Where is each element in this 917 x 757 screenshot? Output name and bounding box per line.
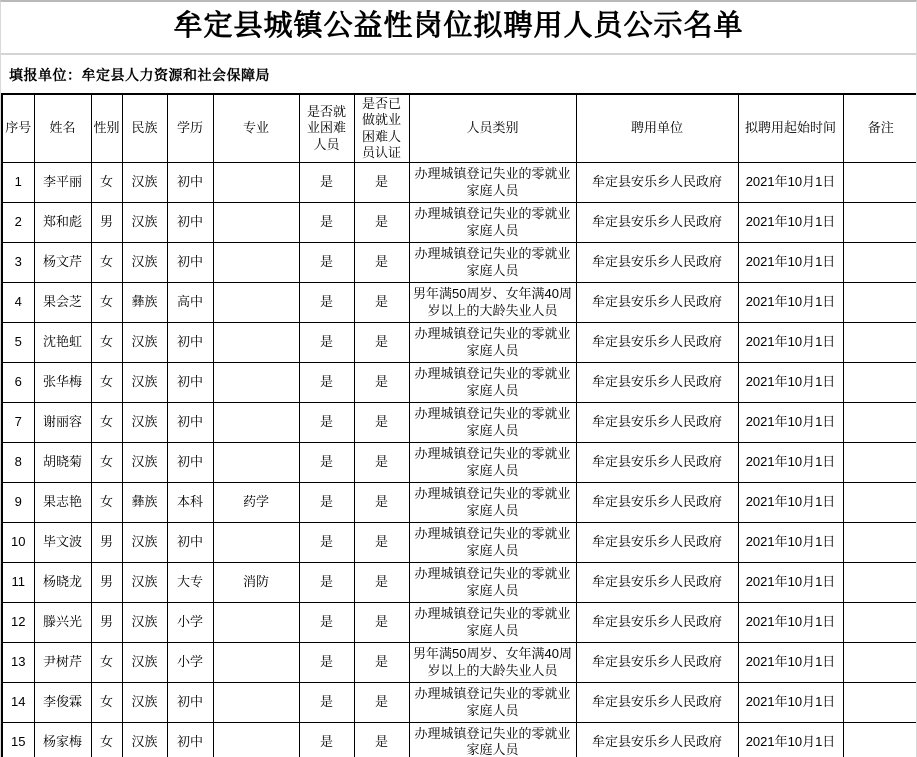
table-cell — [843, 283, 917, 323]
table-cell — [213, 163, 299, 203]
table-cell: 办理城镇登记失业的零就业家庭人员 — [409, 483, 576, 523]
table-cell: 彝族 — [122, 283, 167, 323]
table-cell: 牟定县安乐乡人民政府 — [576, 523, 738, 563]
table-cell: 本科 — [167, 483, 213, 523]
table-cell: 是 — [299, 403, 354, 443]
table-cell: 男 — [91, 603, 122, 643]
table-cell: 男 — [91, 563, 122, 603]
table-cell — [843, 483, 917, 523]
table-cell: 汉族 — [122, 683, 167, 723]
table-cell: 是 — [354, 243, 409, 283]
table-cell: 是 — [299, 643, 354, 683]
table-header-row — [2, 94, 917, 163]
table-cell — [843, 403, 917, 443]
table-cell: 办理城镇登记失业的零就业家庭人员 — [409, 163, 576, 203]
table-cell: 牟定县安乐乡人民政府 — [576, 643, 738, 683]
table-cell: 果志艳 — [34, 483, 91, 523]
table-cell: 2021年10月1日 — [738, 683, 843, 723]
table-cell: 女 — [91, 443, 122, 483]
table-cell: 牟定县安乐乡人民政府 — [576, 243, 738, 283]
table-cell: 13 — [2, 643, 34, 683]
table-cell: 初中 — [167, 323, 213, 363]
table-cell: 是 — [299, 603, 354, 643]
table-cell: 5 — [2, 323, 34, 363]
table-cell: 2021年10月1日 — [738, 603, 843, 643]
table-row — [2, 483, 917, 523]
table-cell: 2021年10月1日 — [738, 163, 843, 203]
table-cell: 男 — [91, 203, 122, 243]
table-cell: 牟定县安乐乡人民政府 — [576, 323, 738, 363]
table-cell: 1 — [2, 163, 34, 203]
table-cell: 是 — [299, 523, 354, 563]
table-row — [2, 283, 917, 323]
table-cell: 汉族 — [122, 523, 167, 563]
table-cell: 女 — [91, 683, 122, 723]
table-cell: 汉族 — [122, 203, 167, 243]
table-cell: 是 — [299, 483, 354, 523]
table-cell: 是 — [299, 363, 354, 403]
column-header: 性别 — [91, 94, 122, 163]
table-cell: 2021年10月1日 — [738, 363, 843, 403]
reporting-unit-label: 填报单位：牟定县人力资源和社会保障局 — [9, 67, 270, 83]
personnel-roster-table — [1, 93, 917, 757]
table-cell: 汉族 — [122, 563, 167, 603]
table-cell: 2021年10月1日 — [738, 643, 843, 683]
table-cell: 是 — [354, 443, 409, 483]
table-cell: 汉族 — [122, 443, 167, 483]
table-cell — [843, 603, 917, 643]
table-cell: 办理城镇登记失业的零就业家庭人员 — [409, 723, 576, 757]
column-header: 备注 — [843, 94, 917, 163]
table-cell: 谢丽容 — [34, 403, 91, 443]
table-cell: 4 — [2, 283, 34, 323]
table-cell — [213, 203, 299, 243]
table-cell: 是 — [354, 723, 409, 757]
table-cell: 女 — [91, 163, 122, 203]
table-cell: 女 — [91, 283, 122, 323]
table-cell: 2021年10月1日 — [738, 483, 843, 523]
table-cell: 大专 — [167, 563, 213, 603]
column-header: 是否已做就业困难人员认证 — [354, 94, 409, 163]
table-cell: 初中 — [167, 683, 213, 723]
table-cell: 8 — [2, 443, 34, 483]
table-cell — [213, 603, 299, 643]
table-cell: 是 — [354, 403, 409, 443]
table-cell — [843, 723, 917, 757]
table-cell: 牟定县安乐乡人民政府 — [576, 723, 738, 757]
table-cell: 是 — [354, 323, 409, 363]
table-cell: 汉族 — [122, 163, 167, 203]
column-header: 学历 — [167, 94, 213, 163]
table-row — [2, 603, 917, 643]
table-cell: 14 — [2, 683, 34, 723]
table-cell: 汉族 — [122, 403, 167, 443]
table-row — [2, 443, 917, 483]
table-cell: 沈艳虹 — [34, 323, 91, 363]
table-cell — [213, 403, 299, 443]
table-cell: 初中 — [167, 403, 213, 443]
table-cell: 是 — [354, 363, 409, 403]
table-row — [2, 243, 917, 283]
table-cell: 李平丽 — [34, 163, 91, 203]
table-cell: 7 — [2, 403, 34, 443]
table-cell: 2021年10月1日 — [738, 243, 843, 283]
table-cell — [843, 323, 917, 363]
table-cell: 男年满50周岁、女年满40周岁以上的大龄失业人员 — [409, 643, 576, 683]
table-cell — [213, 683, 299, 723]
table-cell: 牟定县安乐乡人民政府 — [576, 163, 738, 203]
table-row — [2, 523, 917, 563]
table-cell: 10 — [2, 523, 34, 563]
table-cell: 2021年10月1日 — [738, 723, 843, 757]
table-cell: 是 — [299, 203, 354, 243]
table-cell: 汉族 — [122, 603, 167, 643]
table-cell — [843, 243, 917, 283]
table-cell — [213, 723, 299, 757]
table-cell: 女 — [91, 483, 122, 523]
table-cell: 男年满50周岁、女年满40周岁以上的大龄失业人员 — [409, 283, 576, 323]
table-row — [2, 563, 917, 603]
table-cell — [843, 163, 917, 203]
table-cell — [843, 443, 917, 483]
table-cell: 李俊霖 — [34, 683, 91, 723]
table-cell: 11 — [2, 563, 34, 603]
table-row — [2, 323, 917, 363]
table-cell: 消防 — [213, 563, 299, 603]
column-header: 是否就业困难人员 — [299, 94, 354, 163]
table-cell: 药学 — [213, 483, 299, 523]
table-cell: 女 — [91, 243, 122, 283]
table-cell: 牟定县安乐乡人民政府 — [576, 563, 738, 603]
table-cell: 男 — [91, 523, 122, 563]
table-cell: 是 — [299, 163, 354, 203]
table-cell: 是 — [299, 443, 354, 483]
table-cell: 杨家梅 — [34, 723, 91, 757]
table-cell: 汉族 — [122, 723, 167, 757]
table-cell: 杨文芹 — [34, 243, 91, 283]
table-cell: 果会芝 — [34, 283, 91, 323]
table-cell: 初中 — [167, 443, 213, 483]
table-cell — [843, 363, 917, 403]
table-cell: 牟定县安乐乡人民政府 — [576, 203, 738, 243]
table-cell — [843, 683, 917, 723]
table-cell — [843, 203, 917, 243]
table-cell: 初中 — [167, 243, 213, 283]
table-cell: 办理城镇登记失业的零就业家庭人员 — [409, 203, 576, 243]
table-cell: 女 — [91, 403, 122, 443]
table-cell: 牟定县安乐乡人民政府 — [576, 603, 738, 643]
table-cell: 办理城镇登记失业的零就业家庭人员 — [409, 443, 576, 483]
table-cell: 牟定县安乐乡人民政府 — [576, 443, 738, 483]
table-cell: 汉族 — [122, 243, 167, 283]
table-cell — [213, 523, 299, 563]
table-cell: 办理城镇登记失业的零就业家庭人员 — [409, 683, 576, 723]
table-row — [2, 723, 917, 757]
table-cell: 初中 — [167, 163, 213, 203]
table-cell: 是 — [354, 683, 409, 723]
table-cell — [843, 643, 917, 683]
table-cell — [843, 523, 917, 563]
table-cell: 12 — [2, 603, 34, 643]
table-cell: 是 — [354, 643, 409, 683]
table-cell: 9 — [2, 483, 34, 523]
table-cell: 是 — [354, 603, 409, 643]
table-cell: 汉族 — [122, 643, 167, 683]
table-row — [2, 203, 917, 243]
table-cell: 办理城镇登记失业的零就业家庭人员 — [409, 523, 576, 563]
table-row — [2, 683, 917, 723]
table-cell: 女 — [91, 723, 122, 757]
table-cell: 办理城镇登记失业的零就业家庭人员 — [409, 323, 576, 363]
table-row — [2, 643, 917, 683]
table-cell: 女 — [91, 643, 122, 683]
table-row — [2, 363, 917, 403]
table-cell: 尹树芹 — [34, 643, 91, 683]
table-cell: 滕兴光 — [34, 603, 91, 643]
table-cell: 是 — [299, 283, 354, 323]
table-cell: 是 — [299, 243, 354, 283]
column-header: 专业 — [213, 94, 299, 163]
table-cell: 高中 — [167, 283, 213, 323]
table-cell: 2021年10月1日 — [738, 523, 843, 563]
table-cell: 3 — [2, 243, 34, 283]
table-cell: 胡晓菊 — [34, 443, 91, 483]
table-cell — [213, 323, 299, 363]
column-header: 人员类别 — [409, 94, 576, 163]
table-cell: 办理城镇登记失业的零就业家庭人员 — [409, 563, 576, 603]
table-cell: 是 — [354, 483, 409, 523]
table-cell: 2021年10月1日 — [738, 443, 843, 483]
table-cell: 初中 — [167, 723, 213, 757]
table-cell: 牟定县安乐乡人民政府 — [576, 283, 738, 323]
table-cell: 2021年10月1日 — [738, 403, 843, 443]
column-header: 序号 — [2, 94, 34, 163]
table-cell: 2 — [2, 203, 34, 243]
table-cell: 是 — [354, 163, 409, 203]
table-cell — [213, 643, 299, 683]
column-header: 拟聘用起始时间 — [738, 94, 843, 163]
table-cell: 是 — [299, 323, 354, 363]
table-cell: 杨晓龙 — [34, 563, 91, 603]
table-cell: 张华梅 — [34, 363, 91, 403]
table-cell: 郑和彪 — [34, 203, 91, 243]
table-cell: 6 — [2, 363, 34, 403]
table-cell: 是 — [354, 203, 409, 243]
table-cell: 办理城镇登记失业的零就业家庭人员 — [409, 363, 576, 403]
table-cell: 初中 — [167, 203, 213, 243]
table-cell: 办理城镇登记失业的零就业家庭人员 — [409, 403, 576, 443]
table-cell: 办理城镇登记失业的零就业家庭人员 — [409, 243, 576, 283]
table-row — [2, 403, 917, 443]
table-cell: 办理城镇登记失业的零就业家庭人员 — [409, 603, 576, 643]
table-cell: 2021年10月1日 — [738, 323, 843, 363]
table-cell: 是 — [354, 523, 409, 563]
table-cell — [213, 283, 299, 323]
table-cell: 是 — [354, 563, 409, 603]
table-cell: 女 — [91, 323, 122, 363]
table-cell: 2021年10月1日 — [738, 563, 843, 603]
table-row — [2, 163, 917, 203]
table-cell: 是 — [354, 283, 409, 323]
table-cell: 牟定县安乐乡人民政府 — [576, 403, 738, 443]
table-cell: 初中 — [167, 523, 213, 563]
table-cell: 是 — [299, 563, 354, 603]
table-cell: 女 — [91, 363, 122, 403]
column-header: 聘用单位 — [576, 94, 738, 163]
column-header: 姓名 — [34, 94, 91, 163]
table-cell: 牟定县安乐乡人民政府 — [576, 483, 738, 523]
table-cell: 彝族 — [122, 483, 167, 523]
table-cell — [213, 363, 299, 403]
table-cell: 毕文波 — [34, 523, 91, 563]
page-title: 牟定县城镇公益性岗位拟聘用人员公示名单 — [1, 2, 916, 55]
table-cell — [213, 443, 299, 483]
table-cell: 牟定县安乐乡人民政府 — [576, 683, 738, 723]
column-header: 民族 — [122, 94, 167, 163]
table-cell: 汉族 — [122, 323, 167, 363]
table-cell: 牟定县安乐乡人民政府 — [576, 363, 738, 403]
table-cell: 初中 — [167, 363, 213, 403]
table-cell: 小学 — [167, 643, 213, 683]
table-cell: 汉族 — [122, 363, 167, 403]
table-cell: 是 — [299, 723, 354, 757]
table-cell — [843, 563, 917, 603]
table-cell — [213, 243, 299, 283]
table-cell: 2021年10月1日 — [738, 283, 843, 323]
table-cell: 2021年10月1日 — [738, 203, 843, 243]
table-cell: 小学 — [167, 603, 213, 643]
table-cell: 是 — [299, 683, 354, 723]
table-cell: 15 — [2, 723, 34, 757]
